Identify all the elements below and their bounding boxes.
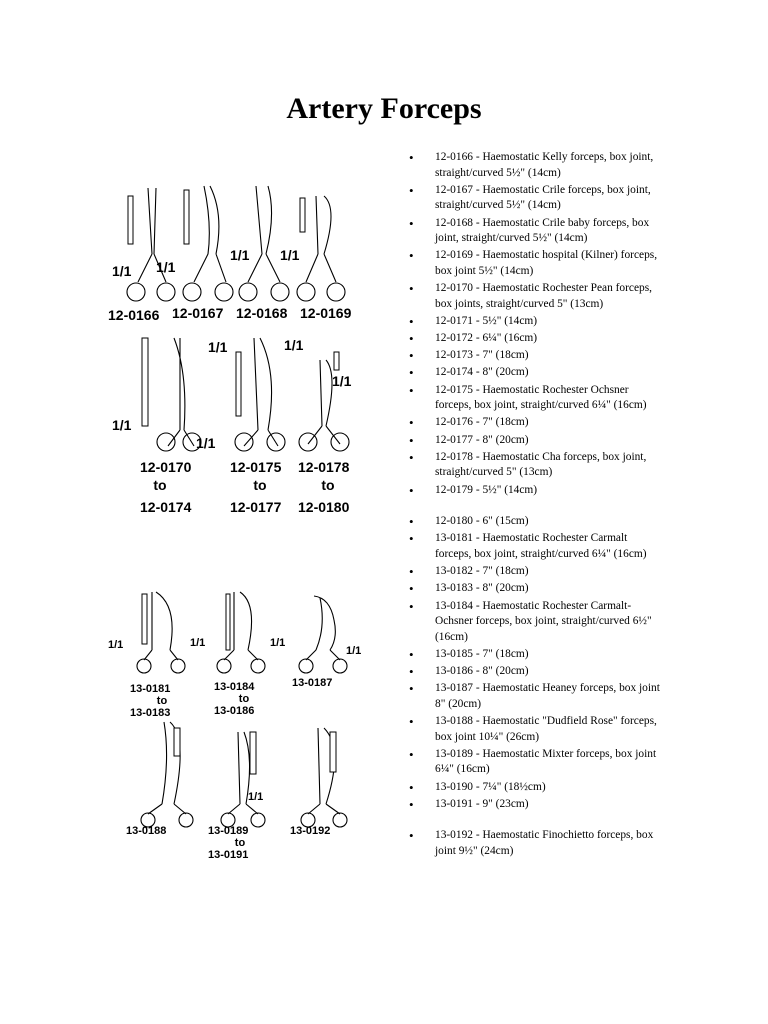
forceps-13-0188-illustration [141,722,193,827]
page-title: Artery Forceps [286,92,482,125]
list-item: • 12-0175 - Haemostatic Rochester Ochsner forceps, box joint, straight/curved 6¼" (16cm) [408,383,662,414]
figure-group-13-0181-0187 [108,586,378,722]
ratio-label: 1/1 [230,247,250,263]
forceps-13-0192-illustration [301,728,347,827]
list-item: • 13-0190 - 7¼" (18½cm) [408,780,662,796]
ratio-label: 1/1 [248,791,264,803]
to-label: to [156,695,168,707]
product-code-label: 12-0169 [300,305,352,321]
list-item: • 12-0180 - 6" (15cm) [408,514,662,530]
list-item: • 13-0183 - 8" (20cm) [408,581,662,597]
list-item: • 12-0174 - 8" (20cm) [408,365,662,381]
list-item: • 12-0171 - 5½" (14cm) [408,314,662,330]
ratio-label: 1/1 [346,645,362,657]
product-code-label: 12-0177 [230,499,282,515]
to-label: to [153,477,167,493]
product-code-label: 12-0178 [298,459,350,475]
product-code-label: 13-0189 [208,825,249,837]
figure-group-13-0188-0192 [108,718,378,864]
ratio-label: 1/1 [108,639,124,651]
list-item: • 12-0173 - 7" (18cm) [408,348,662,364]
list-item: • 13-0192 - Haemostatic Finochietto forceps, box joint 9½" (24cm) [408,828,662,859]
forceps-12-0170-illustration [142,338,201,451]
list-item: • 12-0170 - Haemostatic Rochester Pean forceps, box joints, straight/curved 5" (13cm) [408,281,662,312]
product-code-label: 12-0168 [236,305,288,321]
ratio-label: 1/1 [208,339,228,355]
forceps-12-0166-illustration [127,188,175,301]
ratio-label: 1/1 [156,259,176,275]
forceps-13-0184-illustration [217,592,265,673]
list-item: • 12-0166 - Haemostatic Kelly forceps, box joint, straight/curved 5½" (14cm) [408,150,662,181]
list-item: • 13-0184 - Haemostatic Rochester Carmalt-Ochsner forceps, box joint, straight/curved 6½" (16cm) [408,599,662,646]
forceps-12-0167-illustration [183,186,233,301]
to-label: to [321,477,335,493]
list-item: • 12-0169 - Haemostatic hospital (Kilner) forceps, box joint 5½" (14cm) [408,248,662,279]
product-list [408,150,662,861]
ratio-label: 1/1 [270,637,286,649]
product-code-label: 12-0175 [230,459,282,475]
product-code-label: 13-0186 [214,705,255,717]
ratio-label: 1/1 [190,637,206,649]
ratio-label: 1/1 [196,435,216,451]
to-label: to [234,837,246,849]
forceps-13-0189-illustration [221,732,265,827]
forceps-12-0178-illustration [299,352,349,451]
list-item: • 13-0181 - Haemostatic Rochester Carmalt forceps, box joint, straight/curved 6¼" (16cm) [408,531,662,562]
ratio-label: 1/1 [112,417,132,433]
forceps-12-0175-illustration [235,338,285,451]
forceps-12-0168-illustration [239,186,289,301]
figure-group-12-0170-0180 [108,334,368,520]
product-code-label: 12-0174 [140,499,192,515]
product-code-label: 12-0180 [298,499,350,515]
figure-group-12-0166-0169 [108,184,368,326]
product-code-label: 12-0167 [172,305,224,321]
product-code-label: 13-0191 [208,849,249,861]
list-item: • 12-0172 - 6¼" (16cm) [408,331,662,347]
product-code-label: 13-0184 [214,681,255,693]
forceps-13-0187-illustration [299,596,347,673]
list-item: • 13-0187 - Haemostatic Heaney forceps, box joint 8" (20cm) [408,681,662,712]
ratio-label: 1/1 [280,247,300,263]
to-label: to [238,693,250,705]
product-code-label: 13-0192 [290,825,331,837]
list-item: • 13-0185 - 7" (18cm) [408,647,662,663]
product-code-label: 13-0181 [130,683,171,695]
ratio-label: 1/1 [332,373,352,389]
list-item: • 12-0179 - 5½" (14cm) [408,483,662,499]
ratio-label: 1/1 [112,263,132,279]
list-item: • 12-0177 - 8" (20cm) [408,433,662,449]
list-item: • 12-0167 - Haemostatic Crile forceps, box joint, straight/curved 5½" (14cm) [408,183,662,214]
list-item: • 13-0186 - 8" (20cm) [408,664,662,680]
list-item: • 13-0182 - 7" (18cm) [408,564,662,580]
ratio-label: 1/1 [284,337,304,353]
product-code-label: 13-0187 [292,677,333,689]
product-code-label: 12-0170 [140,459,192,475]
list-item: • 12-0178 - Haemostatic Cha forceps, box joint, straight/curved 5" (13cm) [408,450,662,481]
forceps-12-0169-illustration [297,196,345,301]
list-item: • 13-0189 - Haemostatic Mixter forceps, box joint 6¼" (16cm) [408,747,662,778]
product-code-label: 13-0183 [130,707,171,719]
product-code-label: 13-0188 [126,825,167,837]
list-item: • 12-0168 - Haemostatic Crile baby forceps, box joint, straight/curved 5½" (14cm) [408,216,662,247]
product-code-label: 12-0166 [108,307,160,323]
list-item: • 13-0191 - 9" (23cm) [408,797,662,813]
forceps-13-0181-illustration [137,592,185,673]
to-label: to [253,477,267,493]
list-item: • 12-0176 - 7" (18cm) [408,415,662,431]
list-item: • 13-0188 - Haemostatic "Dudfield Rose" forceps, box joint 10¼" (26cm) [408,714,662,745]
